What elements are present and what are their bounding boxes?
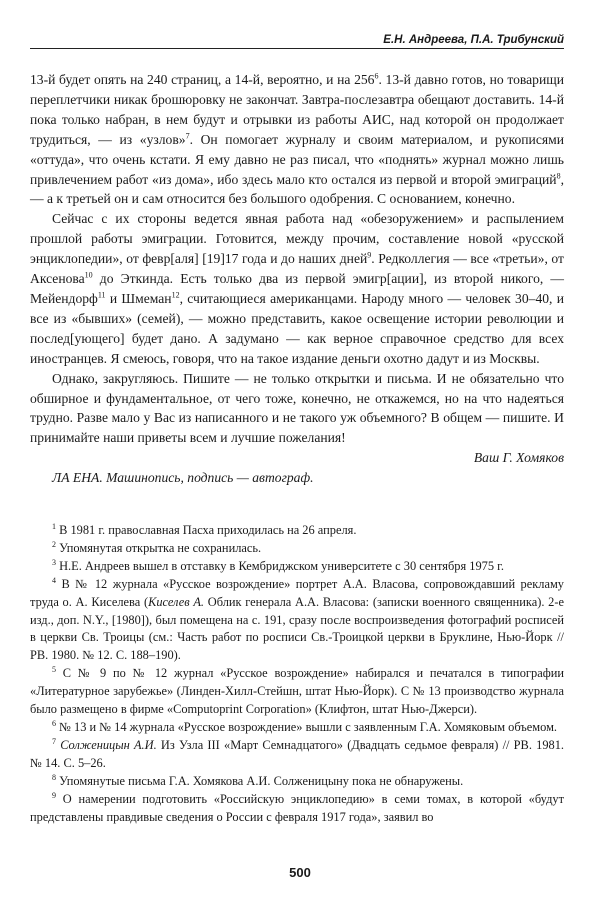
- footnote-number: 5: [52, 665, 56, 675]
- text-run: и Шмеман: [105, 290, 172, 306]
- footnotes: [30, 522, 564, 826]
- footnote-2: [30, 540, 564, 558]
- footnote-ref[interactable]: 8: [556, 171, 561, 180]
- footnote-number: 4: [52, 575, 56, 585]
- footnote-ref[interactable]: 9: [367, 250, 372, 260]
- footnote-ref[interactable]: 11: [97, 290, 106, 300]
- footnote-number: 6: [52, 718, 56, 728]
- footnote-text: Облик генерала А.А. Власова: (записки военного священника). 2-е изд., доп. N.Y., [1980]), был помещена на с. 191, сразу после воспроизведения фотографий росписей в церкви Св. Троицы (см.: Часть работ по росписи Св.-Троицкой церкви в Бруклине, Нью-Йорк // РВ. 1980. № 12. С. 188–190).: [30, 594, 564, 663]
- footnote-ref[interactable]: 12: [171, 290, 180, 300]
- footnote-9: [30, 791, 564, 827]
- footnote-text: В 1981 г. православная Пасха приходилась на 26 апреля.: [56, 523, 357, 537]
- main-text: [30, 70, 564, 488]
- footnote-author: Киселев А.: [148, 594, 205, 609]
- footnote-6: [30, 719, 564, 737]
- text-run: . Редколлегия — все «третьи», от Аксенова: [30, 251, 564, 287]
- source-note: ЛА ЕНА. Машинопись, подпись — автограф.: [52, 470, 314, 486]
- text-run: . 13-й давно готов, но товарищи переплетчики никак брошюровку не закончат. Завтра-послезавтра обещают доставить. 14-й пока только набран, в нем будут и отрывки из работы АИС, над которой он продолжает трудиться, — из «узлов»: [30, 72, 564, 147]
- footnote-number: 2: [52, 539, 56, 549]
- footnote-text: В № 12 журнала «Русское возрождение» портрет А.А. Власова, сопровождавший рекламу труда о. А. Киселева (: [30, 576, 564, 609]
- footnote-text: С № 9 по № 12 журнал «Русское возрождение» набирался и печатался в типографии «Литературное зарубежье» (Линден-Хилл-Стейшн, штат Нью-Йорк). С № 13 производство журнала было размещено в фирме «Computoprint Corporation» (Клифтон, штат Нью-Джерси).: [30, 666, 564, 717]
- footnote-8: [30, 773, 564, 791]
- footnote-number: 7: [52, 736, 56, 746]
- footnote-4: [30, 576, 564, 666]
- footnote-text: Н.Е. Андреев вышел в отставку в Кембриджском университете с 30 сентября 1975 г.: [56, 558, 504, 573]
- footnote-ref[interactable]: 6: [374, 71, 379, 81]
- footnote-number: 9: [52, 790, 56, 800]
- footnote-number: 1: [52, 521, 56, 531]
- footnote-text: № 13 и № 14 журнала «Русское возрождение» вышли с заявленным Г.А. Хомяковым объемом.: [56, 719, 558, 734]
- text-run: 13-й будет опять на 240 страниц, а 14-й, вероятно, и на 256: [30, 72, 375, 87]
- footnote-number: 3: [52, 557, 56, 567]
- footnote-number: 8: [52, 772, 56, 782]
- footnote-1: [30, 522, 564, 540]
- footnote-text: Упомянутая открытка не сохранилась.: [56, 540, 262, 555]
- text-run: до Эткинда. Есть только два из первой эмигр[ации], из второй никого, — Мейендорф: [30, 271, 564, 306]
- footnote-author: Солженицын А.И.: [56, 737, 157, 752]
- footnote-5: [30, 665, 564, 719]
- footnote-ref[interactable]: 7: [185, 131, 190, 141]
- paragraph-1: [30, 70, 564, 209]
- footnote-text: Из Узла III «Март Семнадцатого» (Двадцать седьмое февраля) // РВ. 1981. № 14. С. 5–26.: [30, 737, 565, 770]
- text-run: . Он помогает журналу и своим материалом, и рукописями «оттуда», что очень кстати. Я ему давно не раз писал, что «поднять» журнал можно лишь привлечением работ «из дома», ибо здесь мало кто остался из первой и второй эмиграций: [30, 131, 564, 187]
- footnote-ref[interactable]: 10: [84, 270, 93, 280]
- footnote-3: [30, 558, 564, 576]
- running-title: Е.Н. Андреева, П.А. Трибунский: [383, 34, 564, 46]
- footnote-text: Упомянутые письма Г.А. Хомякова А.И. Солженицыну пока не обнаружены.: [56, 773, 464, 788]
- text-run: Сейчас с их стороны ведется явная работа над «обезоружением» и распылением прошлой работы эмиграции. Готовится, между прочим, составление новой «русской энциклопедии», от февр[аля] [19]17 года и до наших дней: [30, 211, 564, 267]
- paragraph-2: [30, 209, 564, 368]
- page-number: 500: [289, 865, 311, 880]
- text-run: , — а к третьей он и сам относится без большого одобрения. С основанием, конечно.: [30, 171, 564, 207]
- footnote-7: [30, 737, 564, 773]
- paragraph-3: Однако, закругляюсь. Пишите — не только открытки и письма. И не обязательно что обширное и фундаментальное, от чего тоже, конечно, не откажемся, но на что надеяться трудно. Разве мало у Вас из написанного и не такого уж объемного? В общем — пишите. И принимайте наши приветы всем и лучшие пожелания!: [30, 370, 564, 446]
- running-header: [30, 34, 564, 49]
- footnote-text: О намерении подготовить «Российскую энциклопедию» в семи томах, в которой «будут представлены правдивые сведения о России с февраля 1917 года», заявил во: [30, 791, 564, 824]
- text-run: , считающиеся американцами. Народу много — человек 30–40, и все из «бывших» (семей), — можно представить, какое освещение истории революции и послед[ующего] будет дано. А задумано — как верное справочное средство для всех иностранцев. Я смеюсь, говоря, что на такое издание деньги охотно дадут и из Москвы.: [30, 290, 564, 366]
- signature: Ваш Г. Хомяков: [473, 450, 564, 466]
